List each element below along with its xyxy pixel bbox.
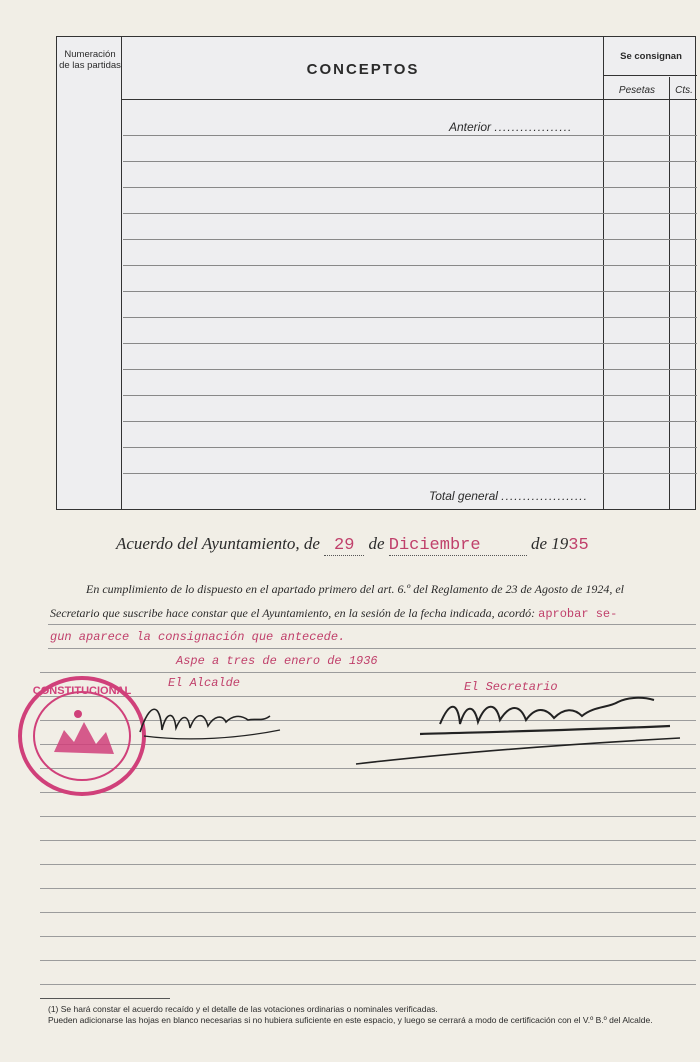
col-divider-pesetas: [669, 77, 670, 509]
alcalde-signature: [130, 692, 290, 752]
acuerdo-de1: de: [368, 534, 385, 553]
body-line-2: [50, 606, 617, 621]
footnote-line-1: (1) Se hará constar el acuerdo recaído y el detalle de las votaciones ordinarias o nominales verificadas.: [48, 1004, 438, 1014]
col-conceptos-header: CONCEPTOS: [306, 61, 420, 78]
typed-text-3: Aspe a tres de enero de 1936: [176, 654, 378, 668]
acuerdo-day: 29: [324, 536, 364, 556]
acuerdo-month: Diciembre: [389, 536, 527, 556]
body-line-1: En cumplimiento de lo dispuesto en el apartado primero del art. 6.º del Reglamento de 23 de Agosto de 1924, el: [86, 582, 624, 596]
footnote-rule: [40, 998, 170, 999]
col-cts-header: Cts.: [675, 85, 693, 96]
header-bottom-line: [121, 99, 697, 100]
stamp-text: CONSTITUCIONAL: [32, 685, 132, 697]
ledger-table: [56, 36, 696, 510]
col-consignan-header: Se consignan: [620, 51, 682, 62]
total-dots: ....................: [501, 489, 588, 503]
total-label: Total general: [429, 489, 498, 503]
secretario-label: El Secretario: [464, 680, 558, 694]
typed-text-2: gun aparece la consignación que antecede.: [50, 630, 346, 644]
acuerdo-heading: [116, 534, 589, 556]
alcalde-label: El Alcalde: [168, 676, 241, 690]
total-row: [429, 489, 588, 503]
col-divider-conceptos: [603, 37, 604, 509]
typed-text-1: aprobar se-: [538, 607, 618, 621]
anterior-dots: ..................: [494, 120, 573, 134]
consignan-divider: [603, 75, 697, 76]
footnote-line-2: Pueden adicionarse las hojas en blanco necesarias si no hubiera suficiente en este espacio, y luego se cerrará a modo de certificación con el V.º B.º del Alcalde.: [48, 1015, 653, 1025]
col-divider-num: [121, 37, 122, 509]
col-pesetas-header: Pesetas: [618, 85, 656, 96]
secretario-signature: [350, 690, 690, 770]
acuerdo-de2: de 19: [531, 534, 569, 553]
body-line-2-text: Secretario que suscribe hace constar que el Ayuntamiento, en la sesión de la fecha indicada, acordó:: [50, 606, 536, 620]
anterior-label: Anterior: [449, 120, 492, 134]
col-num-header: Numeración de las partidas: [59, 49, 121, 71]
acuerdo-year: 35: [568, 536, 589, 555]
acuerdo-prefix: Acuerdo del Ayuntamiento, de: [116, 534, 320, 553]
anterior-row: [449, 120, 572, 134]
